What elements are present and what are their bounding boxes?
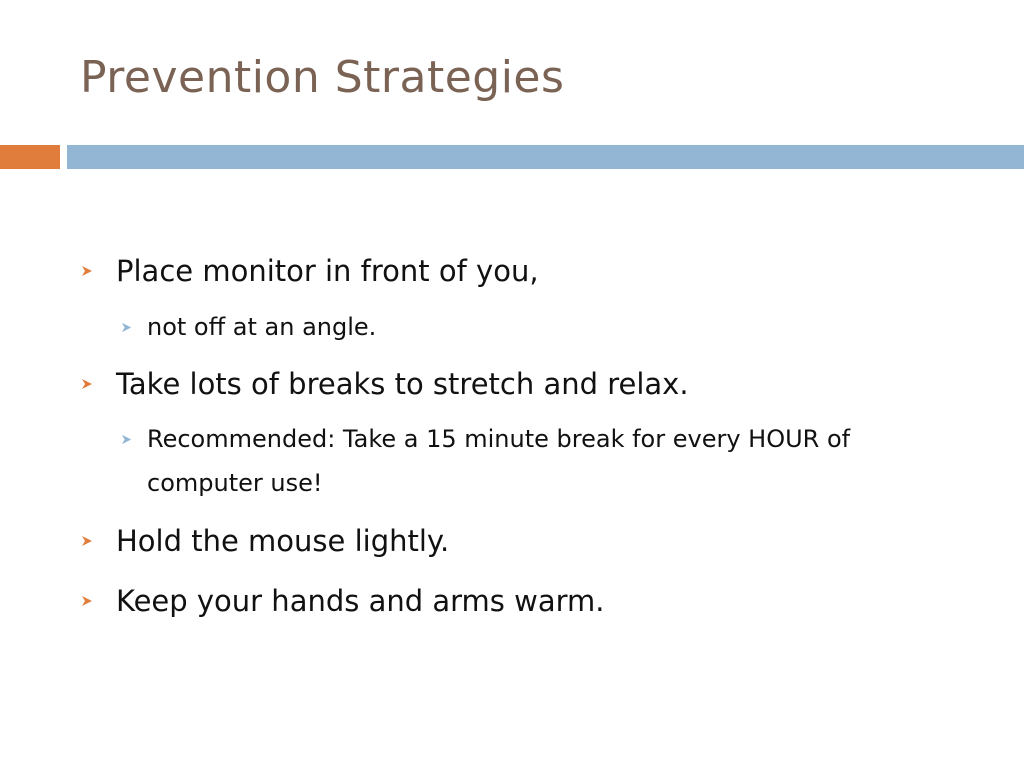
bullet-text: Take lots of breaks to stretch and relax. (116, 367, 689, 401)
sub-bullet-item (120, 305, 376, 349)
right-arrowhead-icon (80, 534, 116, 548)
bullet-text: Place monitor in front of you, (116, 254, 539, 288)
sub-bullet-text: not off at an angle. (147, 313, 377, 341)
right-arrowhead-icon (120, 321, 147, 334)
bullet-item (80, 366, 689, 402)
bullet-text: Keep your hands and arms warm. (116, 584, 605, 618)
bullet-item (80, 583, 604, 619)
right-arrowhead-icon (80, 594, 116, 608)
bullet-item (80, 523, 449, 559)
bullet-item (80, 253, 539, 289)
sub-bullet-text: Recommended: Take a 15 minute break for every HOUR of computer use! (147, 425, 851, 497)
slide-title: Prevention Strategies (80, 52, 565, 103)
sub-bullet-item (120, 417, 900, 505)
bullet-text: Hold the mouse lightly. (116, 524, 450, 558)
right-arrowhead-icon (120, 433, 147, 446)
right-arrowhead-icon (80, 377, 116, 391)
right-arrowhead-icon (80, 264, 116, 278)
